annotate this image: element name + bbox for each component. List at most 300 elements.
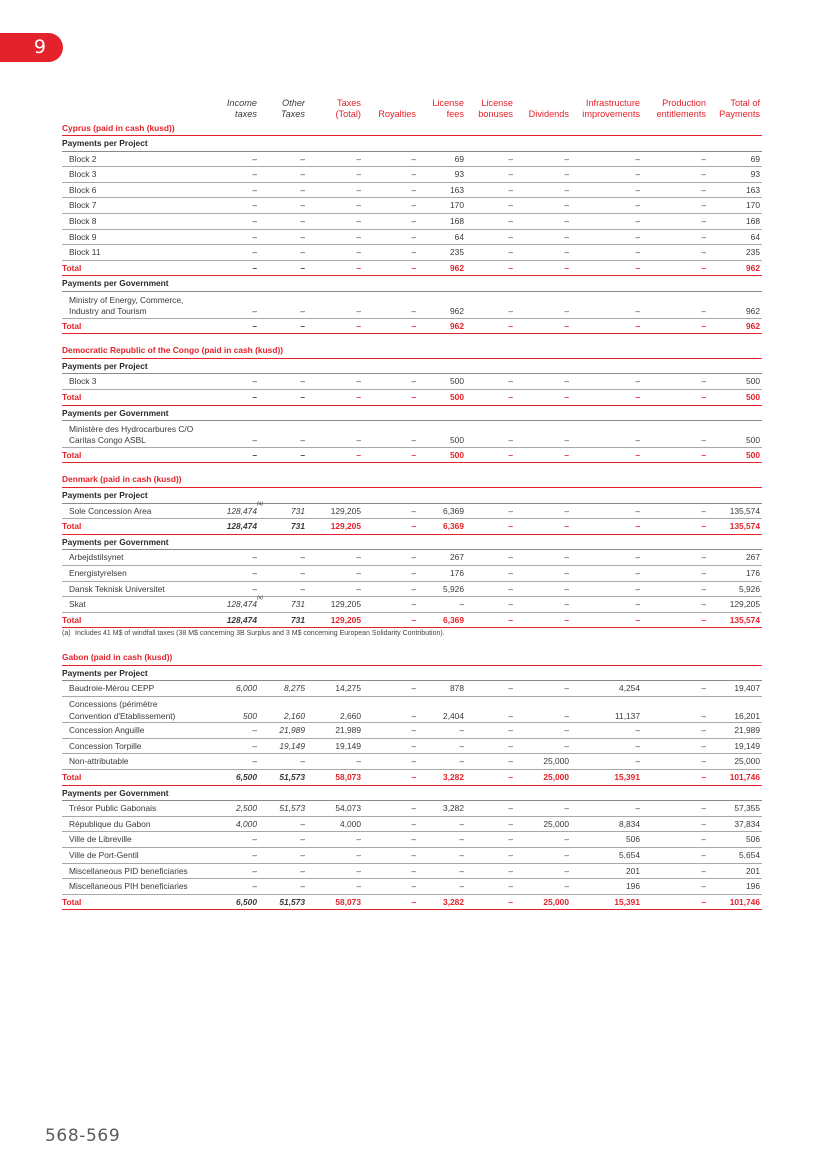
table-row bbox=[62, 550, 762, 566]
cell-royalties bbox=[411, 374, 416, 389]
cell-value: – bbox=[356, 247, 361, 258]
section-title bbox=[62, 472, 762, 488]
cell-value: 8,275 bbox=[284, 683, 305, 694]
cell-dividends bbox=[564, 374, 569, 389]
group-title-text: Payments per Government bbox=[62, 536, 169, 547]
footnote-reference: (a) bbox=[257, 594, 264, 601]
cell-other-taxes bbox=[300, 319, 305, 334]
cell-value: 15,391 bbox=[614, 772, 640, 783]
cell-value: – bbox=[252, 392, 257, 402]
cell-value: 731 bbox=[291, 599, 305, 610]
cell-other-taxes bbox=[279, 739, 305, 754]
cell-dividends bbox=[564, 566, 569, 581]
total-row bbox=[62, 448, 762, 464]
footnote bbox=[62, 628, 762, 641]
table-row bbox=[62, 594, 762, 613]
cell-value: 235 bbox=[450, 247, 464, 258]
cell-total-of-payments bbox=[730, 895, 760, 910]
total-row bbox=[62, 895, 762, 911]
cell-other-taxes bbox=[279, 723, 305, 738]
cell-value: – bbox=[508, 865, 513, 876]
cell-production-entitlements bbox=[701, 390, 706, 405]
cell-value: – bbox=[508, 834, 513, 845]
footnote-text: Includes 41 M$ of windfall taxes (38 M$ concerning 3B Surplus and 3 M$ concerning European Solidarity Contribution). bbox=[75, 630, 445, 638]
cell-value: – bbox=[508, 756, 513, 767]
cell-income-taxes bbox=[252, 198, 257, 213]
cell-license-bonuses bbox=[508, 550, 513, 565]
cell-value: – bbox=[701, 247, 706, 258]
cell-dividends bbox=[564, 152, 569, 167]
table-body bbox=[62, 121, 762, 911]
cell-value: – bbox=[701, 505, 706, 516]
cell-production-entitlements bbox=[701, 817, 706, 832]
cell-other-taxes bbox=[284, 711, 305, 723]
cell-infrastructure-improvements bbox=[635, 801, 640, 816]
cell-production-entitlements bbox=[701, 319, 706, 334]
cell-income-taxes bbox=[236, 801, 257, 816]
cell-value: – bbox=[411, 505, 416, 516]
cell-dividends bbox=[564, 504, 569, 519]
cell-other-taxes bbox=[279, 770, 305, 785]
cell-value: 201 bbox=[746, 865, 760, 876]
row-label-line: Ministry of Energy, Commerce, bbox=[69, 294, 184, 305]
table-row bbox=[62, 832, 762, 848]
cell-value: – bbox=[701, 881, 706, 892]
cell-value: 3,282 bbox=[443, 803, 464, 814]
cell-total-of-payments bbox=[730, 504, 760, 519]
cell-infrastructure-improvements bbox=[635, 230, 640, 245]
cell-value: – bbox=[508, 231, 513, 242]
cell-value: 4,000 bbox=[236, 818, 257, 829]
cell-value: – bbox=[356, 200, 361, 211]
cell-production-entitlements bbox=[701, 306, 706, 318]
cell-total-of-payments bbox=[746, 832, 760, 847]
cell-license-bonuses bbox=[508, 214, 513, 229]
cell-value: – bbox=[411, 376, 416, 387]
cell-taxes-total bbox=[356, 261, 361, 276]
cell-income-taxes bbox=[252, 245, 257, 260]
cell-other-taxes bbox=[300, 152, 305, 167]
cell-other-taxes bbox=[300, 230, 305, 245]
cell-value: – bbox=[252, 583, 257, 594]
cell-value: – bbox=[252, 216, 257, 227]
row-label: Total bbox=[62, 614, 82, 625]
cell-value: – bbox=[508, 392, 513, 402]
cell-total-of-payments bbox=[751, 152, 760, 167]
cell-value: 6,500 bbox=[236, 772, 257, 783]
cell-other-taxes bbox=[291, 519, 305, 534]
cell-value: – bbox=[411, 865, 416, 876]
cell-dividends bbox=[564, 879, 569, 894]
table-row bbox=[62, 681, 762, 697]
cell-production-entitlements bbox=[701, 597, 706, 612]
cell-production-entitlements bbox=[701, 801, 706, 816]
cell-income-taxes bbox=[252, 261, 257, 276]
cell-value: – bbox=[252, 552, 257, 563]
cell-value: – bbox=[508, 435, 513, 446]
cell-license-fees bbox=[455, 167, 464, 182]
column-header-line: Total of bbox=[730, 97, 760, 108]
row-label: Total bbox=[62, 449, 82, 460]
cell-value: 4,000 bbox=[340, 818, 361, 829]
cell-value: – bbox=[411, 834, 416, 845]
cell-income-taxes bbox=[252, 848, 257, 863]
cell-value: 101,746 bbox=[729, 896, 760, 907]
cell-dividends bbox=[564, 519, 569, 534]
cell-license-bonuses bbox=[508, 582, 513, 597]
row-label: Energistyrelsen bbox=[69, 567, 127, 578]
table-row bbox=[62, 501, 762, 520]
cell-total-of-payments bbox=[746, 550, 760, 565]
cell-value: 201 bbox=[626, 865, 640, 876]
cell-value: – bbox=[635, 216, 640, 227]
cell-license-fees bbox=[459, 723, 464, 738]
cell-value: 962 bbox=[746, 306, 760, 317]
row-label: Total bbox=[62, 896, 82, 907]
cell-value: – bbox=[411, 552, 416, 563]
cell-value: – bbox=[635, 756, 640, 767]
cell-income-taxes bbox=[252, 739, 257, 754]
group-title bbox=[62, 406, 762, 422]
section-title-text: Cyprus (paid in cash (kusd)) bbox=[62, 122, 175, 133]
cell-infrastructure-improvements bbox=[635, 448, 640, 463]
cell-value: – bbox=[356, 449, 361, 460]
cell-value: 6,369 bbox=[443, 521, 464, 532]
cell-value: – bbox=[564, 552, 569, 563]
cell-dividends bbox=[564, 864, 569, 879]
cell-taxes-total bbox=[356, 848, 361, 863]
group-title bbox=[62, 666, 762, 682]
cell-license-fees bbox=[450, 198, 464, 213]
cell-value: – bbox=[701, 376, 706, 387]
cell-value: 878 bbox=[450, 683, 464, 694]
cell-value: – bbox=[300, 247, 305, 258]
cell-value: – bbox=[635, 803, 640, 814]
column-header-line: (Total) bbox=[335, 108, 361, 119]
cell-infrastructure-improvements bbox=[635, 152, 640, 167]
cell-other-taxes bbox=[300, 582, 305, 597]
cell-value: – bbox=[252, 449, 257, 460]
cell-value: – bbox=[508, 772, 513, 783]
cell-other-taxes bbox=[300, 832, 305, 847]
cell-license-bonuses bbox=[508, 261, 513, 276]
cell-dividends bbox=[564, 613, 569, 628]
total-row bbox=[62, 519, 762, 535]
row-label: Concession Torpille bbox=[69, 740, 142, 751]
cell-value: – bbox=[564, 740, 569, 751]
cell-royalties bbox=[411, 754, 416, 769]
column-header-line: Income bbox=[226, 97, 257, 108]
cell-value: – bbox=[635, 599, 640, 610]
column-header-line: Royalties bbox=[378, 108, 416, 119]
cell-income-taxes bbox=[227, 519, 257, 534]
cell-value: – bbox=[411, 247, 416, 258]
cell-value: – bbox=[300, 376, 305, 387]
column-header-line: Taxes bbox=[337, 97, 361, 108]
cell-income-taxes bbox=[252, 167, 257, 182]
cell-value: – bbox=[252, 376, 257, 387]
cell-value: – bbox=[508, 710, 513, 721]
cell-license-fees bbox=[450, 245, 464, 260]
cell-license-bonuses bbox=[508, 519, 513, 534]
cell-other-taxes bbox=[300, 183, 305, 198]
cell-value: – bbox=[508, 896, 513, 907]
cell-value: 731 bbox=[291, 505, 305, 516]
cell-value: 267 bbox=[746, 552, 760, 563]
cell-royalties bbox=[411, 801, 416, 816]
cell-value: – bbox=[459, 599, 464, 610]
cell-total-of-payments bbox=[730, 519, 760, 534]
cell-value: – bbox=[300, 306, 305, 317]
cell-value: – bbox=[564, 247, 569, 258]
cell-value: – bbox=[564, 803, 569, 814]
section-title bbox=[62, 650, 762, 666]
cell-total-of-payments bbox=[739, 582, 760, 597]
cell-other-taxes bbox=[300, 167, 305, 182]
cell-value: – bbox=[411, 262, 416, 273]
cell-value: – bbox=[508, 850, 513, 861]
cell-value: – bbox=[701, 599, 706, 610]
table-row bbox=[62, 421, 762, 448]
cell-value: 731 bbox=[291, 521, 305, 532]
cell-value: – bbox=[564, 881, 569, 892]
cell-other-taxes bbox=[300, 864, 305, 879]
cell-value: 69 bbox=[750, 153, 760, 164]
table-row bbox=[62, 245, 762, 261]
cell-value: – bbox=[701, 818, 706, 829]
cell-production-entitlements bbox=[701, 895, 706, 910]
cell-value: – bbox=[564, 184, 569, 195]
cell-value: 14,275 bbox=[335, 683, 361, 694]
cell-taxes-total bbox=[335, 739, 361, 754]
cell-royalties bbox=[411, 183, 416, 198]
cell-total-of-payments bbox=[746, 879, 760, 894]
cell-value: – bbox=[508, 583, 513, 594]
cell-taxes-total bbox=[331, 613, 361, 628]
cell-dividends bbox=[564, 183, 569, 198]
cell-infrastructure-improvements bbox=[635, 374, 640, 389]
cell-production-entitlements bbox=[701, 167, 706, 182]
cell-value: – bbox=[356, 184, 361, 195]
column-header-total-of-payments bbox=[719, 98, 760, 120]
cell-value: – bbox=[356, 865, 361, 876]
cell-production-entitlements bbox=[701, 754, 706, 769]
cell-dividends bbox=[564, 435, 569, 447]
cell-license-bonuses bbox=[508, 167, 513, 182]
cell-taxes-total bbox=[356, 754, 361, 769]
cell-license-fees bbox=[450, 306, 464, 318]
cell-value: – bbox=[411, 683, 416, 694]
cell-taxes-total bbox=[340, 817, 361, 832]
cell-value: – bbox=[701, 725, 706, 736]
cell-dividends bbox=[564, 319, 569, 334]
cell-value: – bbox=[635, 505, 640, 516]
cell-income-taxes bbox=[252, 319, 257, 334]
row-label: Block 3 bbox=[69, 169, 97, 180]
cell-total-of-payments bbox=[746, 214, 760, 229]
cell-value: – bbox=[635, 521, 640, 532]
row-label-line: Industry and Tourism bbox=[69, 306, 147, 317]
cell-royalties bbox=[411, 448, 416, 463]
cell-value: – bbox=[564, 710, 569, 721]
cell-value: – bbox=[356, 881, 361, 892]
cell-taxes-total bbox=[356, 198, 361, 213]
group-title-text: Payments per Government bbox=[62, 278, 169, 289]
table-row bbox=[62, 214, 762, 230]
cell-value: – bbox=[701, 683, 706, 694]
cell-other-taxes bbox=[300, 848, 305, 863]
cell-value: – bbox=[252, 320, 257, 331]
cell-value: – bbox=[635, 262, 640, 273]
cell-value: 128,474 bbox=[226, 614, 257, 625]
cell-value: – bbox=[701, 896, 706, 907]
row-label bbox=[69, 424, 193, 447]
cell-dividends bbox=[564, 167, 569, 182]
cell-license-fees bbox=[450, 214, 464, 229]
column-header-line: Payments bbox=[719, 108, 760, 119]
row-label: Dansk Teknisk Universitet bbox=[69, 583, 165, 594]
cell-license-bonuses bbox=[508, 817, 513, 832]
cell-dividends bbox=[564, 681, 569, 696]
column-header-other-taxes bbox=[281, 98, 305, 120]
row-label: Total bbox=[62, 521, 82, 532]
cell-value: – bbox=[701, 320, 706, 331]
total-row bbox=[62, 319, 762, 335]
cell-value: 19,149 bbox=[734, 740, 760, 751]
cell-production-entitlements bbox=[701, 711, 706, 723]
column-header-income-taxes bbox=[227, 98, 257, 120]
cell-income-taxes bbox=[252, 566, 257, 581]
cell-value: 129,205 bbox=[330, 599, 361, 610]
cell-license-bonuses bbox=[508, 832, 513, 847]
cell-total-of-payments bbox=[734, 817, 760, 832]
cell-infrastructure-improvements bbox=[635, 739, 640, 754]
cell-value: – bbox=[701, 567, 706, 578]
cell-license-fees bbox=[450, 374, 464, 389]
cell-license-fees bbox=[443, 613, 464, 628]
cell-value: – bbox=[701, 435, 706, 446]
cell-value: – bbox=[564, 216, 569, 227]
row-label: Non-attributable bbox=[69, 756, 129, 767]
cell-income-taxes bbox=[236, 681, 257, 696]
cell-value: – bbox=[564, 583, 569, 594]
cell-royalties bbox=[411, 214, 416, 229]
cell-license-bonuses bbox=[508, 566, 513, 581]
cell-license-bonuses bbox=[508, 152, 513, 167]
cell-infrastructure-improvements bbox=[635, 183, 640, 198]
cell-value: – bbox=[508, 153, 513, 164]
cell-total-of-payments bbox=[751, 230, 760, 245]
column-header-royalties bbox=[378, 98, 416, 120]
cell-value: – bbox=[411, 850, 416, 861]
column-header-line: improvements bbox=[582, 108, 640, 119]
cell-value: 6,369 bbox=[443, 614, 464, 625]
cell-value: 5,654 bbox=[739, 850, 760, 861]
cell-value: – bbox=[300, 231, 305, 242]
cell-total-of-payments bbox=[746, 245, 760, 260]
cell-value: – bbox=[564, 262, 569, 273]
cell-license-bonuses bbox=[508, 374, 513, 389]
cell-income-taxes bbox=[252, 214, 257, 229]
footnote-marker: (a) bbox=[62, 630, 71, 638]
cell-value: – bbox=[701, 710, 706, 721]
cell-royalties bbox=[411, 319, 416, 334]
row-label: Total bbox=[62, 262, 82, 273]
cell-value: – bbox=[356, 435, 361, 446]
cell-value: – bbox=[508, 614, 513, 625]
cell-license-fees bbox=[455, 152, 464, 167]
cell-license-fees bbox=[443, 770, 464, 785]
cell-value: 129,205 bbox=[330, 614, 361, 625]
cell-royalties bbox=[411, 817, 416, 832]
cell-value: 196 bbox=[746, 881, 760, 892]
cell-dividends bbox=[564, 723, 569, 738]
cell-value: 163 bbox=[450, 184, 464, 195]
cell-value: – bbox=[300, 392, 305, 402]
cell-value: 500 bbox=[243, 710, 257, 721]
cell-total-of-payments bbox=[751, 167, 760, 182]
cell-value: – bbox=[508, 262, 513, 273]
table-row bbox=[62, 723, 762, 739]
footnote-reference: (a) bbox=[257, 501, 264, 508]
cell-infrastructure-improvements bbox=[614, 770, 640, 785]
cell-value: – bbox=[508, 552, 513, 563]
cell-license-bonuses bbox=[508, 230, 513, 245]
cell-license-fees bbox=[450, 550, 464, 565]
cell-infrastructure-improvements bbox=[619, 681, 640, 696]
cell-dividends bbox=[564, 261, 569, 276]
cell-value: – bbox=[459, 725, 464, 736]
cell-income-taxes bbox=[252, 879, 257, 894]
cell-value: – bbox=[701, 153, 706, 164]
cell-value: 15,391 bbox=[614, 896, 640, 907]
cell-value: 500 bbox=[746, 392, 760, 402]
cell-value: – bbox=[356, 756, 361, 767]
cell-value: – bbox=[508, 306, 513, 317]
cell-value: – bbox=[635, 376, 640, 387]
group-title-text: Payments per Government bbox=[62, 787, 169, 798]
cell-value: – bbox=[252, 725, 257, 736]
cell-value: 731 bbox=[291, 614, 305, 625]
table-row bbox=[62, 292, 762, 319]
cell-income-taxes bbox=[252, 230, 257, 245]
cell-production-entitlements bbox=[701, 879, 706, 894]
cell-value: 16,201 bbox=[734, 710, 760, 721]
cell-value: 6,000 bbox=[236, 683, 257, 694]
cell-dividends bbox=[564, 801, 569, 816]
table-row bbox=[62, 198, 762, 214]
cell-value: – bbox=[635, 392, 640, 402]
cell-value: – bbox=[701, 449, 706, 460]
table-row bbox=[62, 566, 762, 582]
cell-total-of-payments bbox=[746, 261, 760, 276]
cell-production-entitlements bbox=[701, 198, 706, 213]
cell-value: 93 bbox=[454, 169, 464, 180]
cell-royalties bbox=[411, 832, 416, 847]
cell-value: – bbox=[300, 818, 305, 829]
cell-value: – bbox=[300, 449, 305, 460]
cell-value: – bbox=[411, 231, 416, 242]
cell-value: – bbox=[300, 169, 305, 180]
cell-taxes-total bbox=[356, 435, 361, 447]
cell-value: – bbox=[508, 200, 513, 211]
cell-license-fees bbox=[459, 817, 464, 832]
cell-income-taxes bbox=[252, 435, 257, 447]
cell-value: – bbox=[300, 881, 305, 892]
cell-value: – bbox=[564, 599, 569, 610]
cell-value: – bbox=[411, 803, 416, 814]
cell-infrastructure-improvements bbox=[614, 895, 640, 910]
